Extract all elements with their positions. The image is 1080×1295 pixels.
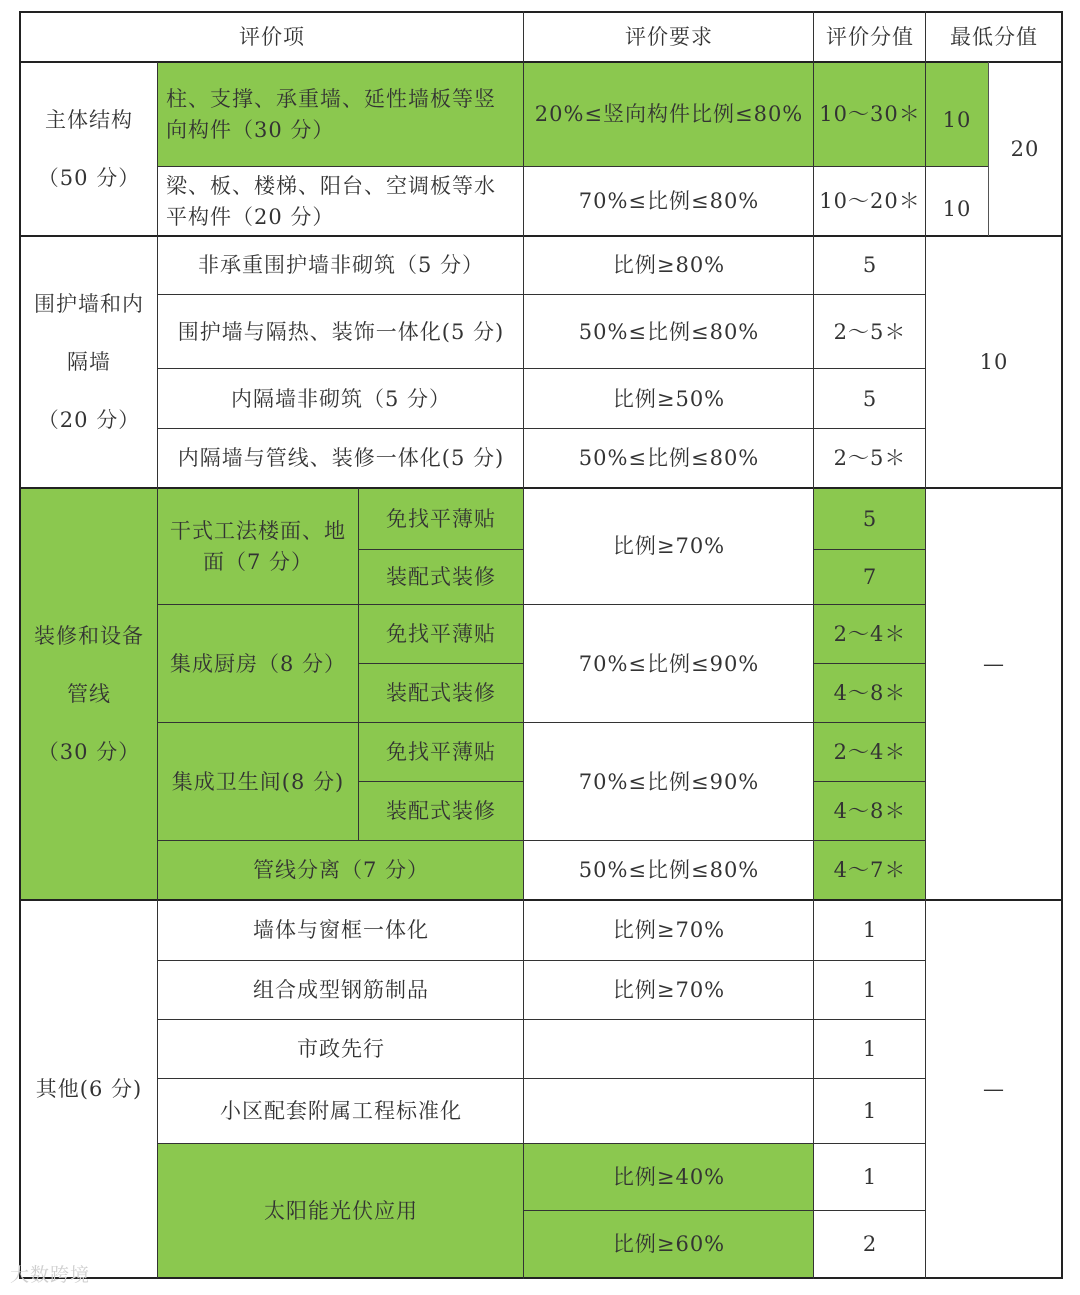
item-bathroom: 集成卫生间(8 分) xyxy=(171,769,345,794)
req-dry-floor: 比例≥70% xyxy=(612,534,726,558)
rule xyxy=(925,11,926,1279)
req-solar-1: 比例≥40% xyxy=(612,1165,726,1189)
rule xyxy=(813,11,814,1279)
item-pipe-separation: 管线分离（7 分） xyxy=(252,858,430,882)
item-walls-1: 非承重围护墙非砌筑（5 分） xyxy=(197,253,485,277)
req-walls-4: 50%≤比例≤80% xyxy=(578,446,760,470)
rule xyxy=(158,1143,926,1144)
item-dry-floor: 干式工法楼面、地面（7 分） xyxy=(170,518,346,574)
score-dry-floor-assembly: 7 xyxy=(862,565,878,589)
rule xyxy=(158,840,926,841)
sub-kitchen-assembly: 装配式装修 xyxy=(386,681,496,705)
rule xyxy=(358,781,524,782)
item-others-4: 小区配套附属工程标准化 xyxy=(220,1099,462,1123)
rule xyxy=(524,1210,926,1211)
req-kitchen: 70%≤比例≤90% xyxy=(524,605,814,723)
rule xyxy=(19,11,21,1279)
min-horizontal-members: 10 xyxy=(942,196,972,221)
min-vertical-members: 10 xyxy=(942,107,972,132)
rule xyxy=(158,368,926,369)
category-walls xyxy=(20,236,158,488)
category-walls-line1: 围护墙和内 xyxy=(34,292,144,316)
rule xyxy=(158,604,926,605)
min-decoration: — xyxy=(983,651,1005,676)
category-walls-points: （20 分） xyxy=(37,408,141,432)
score-walls-1: 5 xyxy=(862,253,878,277)
category-decoration xyxy=(20,488,158,900)
score-walls-4: 2～5＊ xyxy=(833,446,907,470)
category-main-structure xyxy=(20,62,158,236)
rule xyxy=(20,11,1062,13)
rule xyxy=(358,663,524,664)
req-walls-2: 50%≤比例≤80% xyxy=(578,319,760,344)
category-main-structure-label: 主体结构 xyxy=(45,108,133,132)
item-others-3: 市政先行 xyxy=(297,1037,385,1061)
min-walls: 10 xyxy=(979,349,1009,374)
sub-bathroom-assembly: 装配式装修 xyxy=(386,799,496,823)
category-others: 其他(6 分) xyxy=(35,1076,143,1101)
sub-kitchen-thin: 免找平薄贴 xyxy=(386,622,496,646)
watermark: 大数跨境 xyxy=(10,1264,91,1286)
item-walls-3: 内隔墙非砌筑（5 分） xyxy=(230,386,452,411)
category-decoration-points: （30 分） xyxy=(37,740,141,764)
sub-bathroom-thin: 免找平薄贴 xyxy=(386,740,496,764)
rule xyxy=(20,1277,1062,1279)
rule xyxy=(358,549,524,550)
rule xyxy=(158,428,926,429)
rule xyxy=(157,62,158,1278)
item-kitchen: 集成厨房（8 分） xyxy=(169,651,347,676)
req-others-1: 比例≥70% xyxy=(612,918,726,942)
rule xyxy=(158,294,926,295)
score-kitchen-assembly: 4～8＊ xyxy=(833,681,907,705)
score-bathroom-assembly: 4～8＊ xyxy=(833,799,907,823)
rule xyxy=(523,11,524,1279)
req-pipe-separation: 50%≤比例≤80% xyxy=(524,841,814,900)
category-decoration-line2: 管线 xyxy=(67,682,111,706)
item-others-2: 组合成型钢筋制品 xyxy=(253,978,429,1002)
score-others-1: 1 xyxy=(862,918,878,942)
rule xyxy=(814,549,926,550)
score-walls-3: 5 xyxy=(862,386,878,411)
score-solar-2: 2 xyxy=(814,1211,926,1278)
rule xyxy=(814,781,926,782)
rule xyxy=(20,61,1062,63)
req-others-3 xyxy=(524,1020,814,1079)
score-pipe-separation: 4～7＊ xyxy=(833,858,907,882)
req-solar-2: 比例≥60% xyxy=(612,1232,726,1256)
rule xyxy=(20,235,1062,237)
req-walls-3: 比例≥50% xyxy=(612,386,726,411)
req-bathroom: 70%≤比例≤90% xyxy=(524,723,814,841)
score-others-4: 1 xyxy=(862,1099,878,1123)
header-requirement: 评价要求 xyxy=(625,24,713,49)
rule xyxy=(158,1019,926,1020)
header-score: 评价分值 xyxy=(826,24,914,49)
sub-dry-floor-thin: 免找平薄贴 xyxy=(386,506,496,531)
header-min-score: 最低分值 xyxy=(950,24,1038,49)
req-walls-1: 比例≥80% xyxy=(612,253,726,277)
score-kitchen-thin: 2～4＊ xyxy=(833,622,907,646)
rule xyxy=(20,487,1062,489)
score-solar-1: 1 xyxy=(814,1144,926,1211)
category-walls-line2: 隔墙 xyxy=(67,350,111,374)
rule xyxy=(988,62,989,236)
score-dry-floor-thin: 5 xyxy=(862,506,878,531)
rule xyxy=(158,1078,926,1079)
rule xyxy=(158,166,988,167)
score-bathroom-thin: 2～4＊ xyxy=(833,740,907,764)
min-others: — xyxy=(983,1076,1005,1101)
req-horizontal-members: 70%≤比例≤80% xyxy=(578,189,760,213)
item-vertical-members: 柱、支撑、承重墙、延性墙板等竖向构件（30 分） xyxy=(166,86,496,142)
rule xyxy=(358,488,359,841)
req-others-4 xyxy=(524,1079,814,1144)
score-horizontal-members: 10～20＊ xyxy=(819,189,921,213)
rule xyxy=(20,899,1062,901)
item-others-1: 墙体与窗框一体化 xyxy=(253,918,429,942)
category-decoration-line1: 装修和设备 xyxy=(34,624,144,648)
item-horizontal-members: 梁、板、楼梯、阳台、空调板等水平构件（20 分） xyxy=(166,173,496,229)
rule xyxy=(158,960,926,961)
req-vertical-members: 20%≤竖向构件比例≤80% xyxy=(534,102,804,126)
item-solar-pv: 太阳能光伏应用 xyxy=(264,1198,418,1223)
item-walls-2: 围护墙与隔热、装饰一体化(5 分) xyxy=(177,319,505,344)
score-walls-2: 2～5＊ xyxy=(833,319,907,344)
score-vertical-members: 10～30＊ xyxy=(819,102,921,126)
rule xyxy=(158,722,926,723)
min-main-structure-total: 20 xyxy=(1010,136,1040,161)
score-others-3: 1 xyxy=(862,1037,878,1061)
category-main-structure-points: （50 分） xyxy=(37,166,141,190)
req-others-2: 比例≥70% xyxy=(612,978,726,1002)
rule xyxy=(1061,11,1063,1279)
item-walls-4: 内隔墙与管线、装修一体化(5 分) xyxy=(177,446,505,470)
score-others-2: 1 xyxy=(862,978,878,1002)
rule xyxy=(814,663,926,664)
header-item: 评价项 xyxy=(239,24,305,49)
sub-dry-floor-assembly: 装配式装修 xyxy=(386,565,496,589)
